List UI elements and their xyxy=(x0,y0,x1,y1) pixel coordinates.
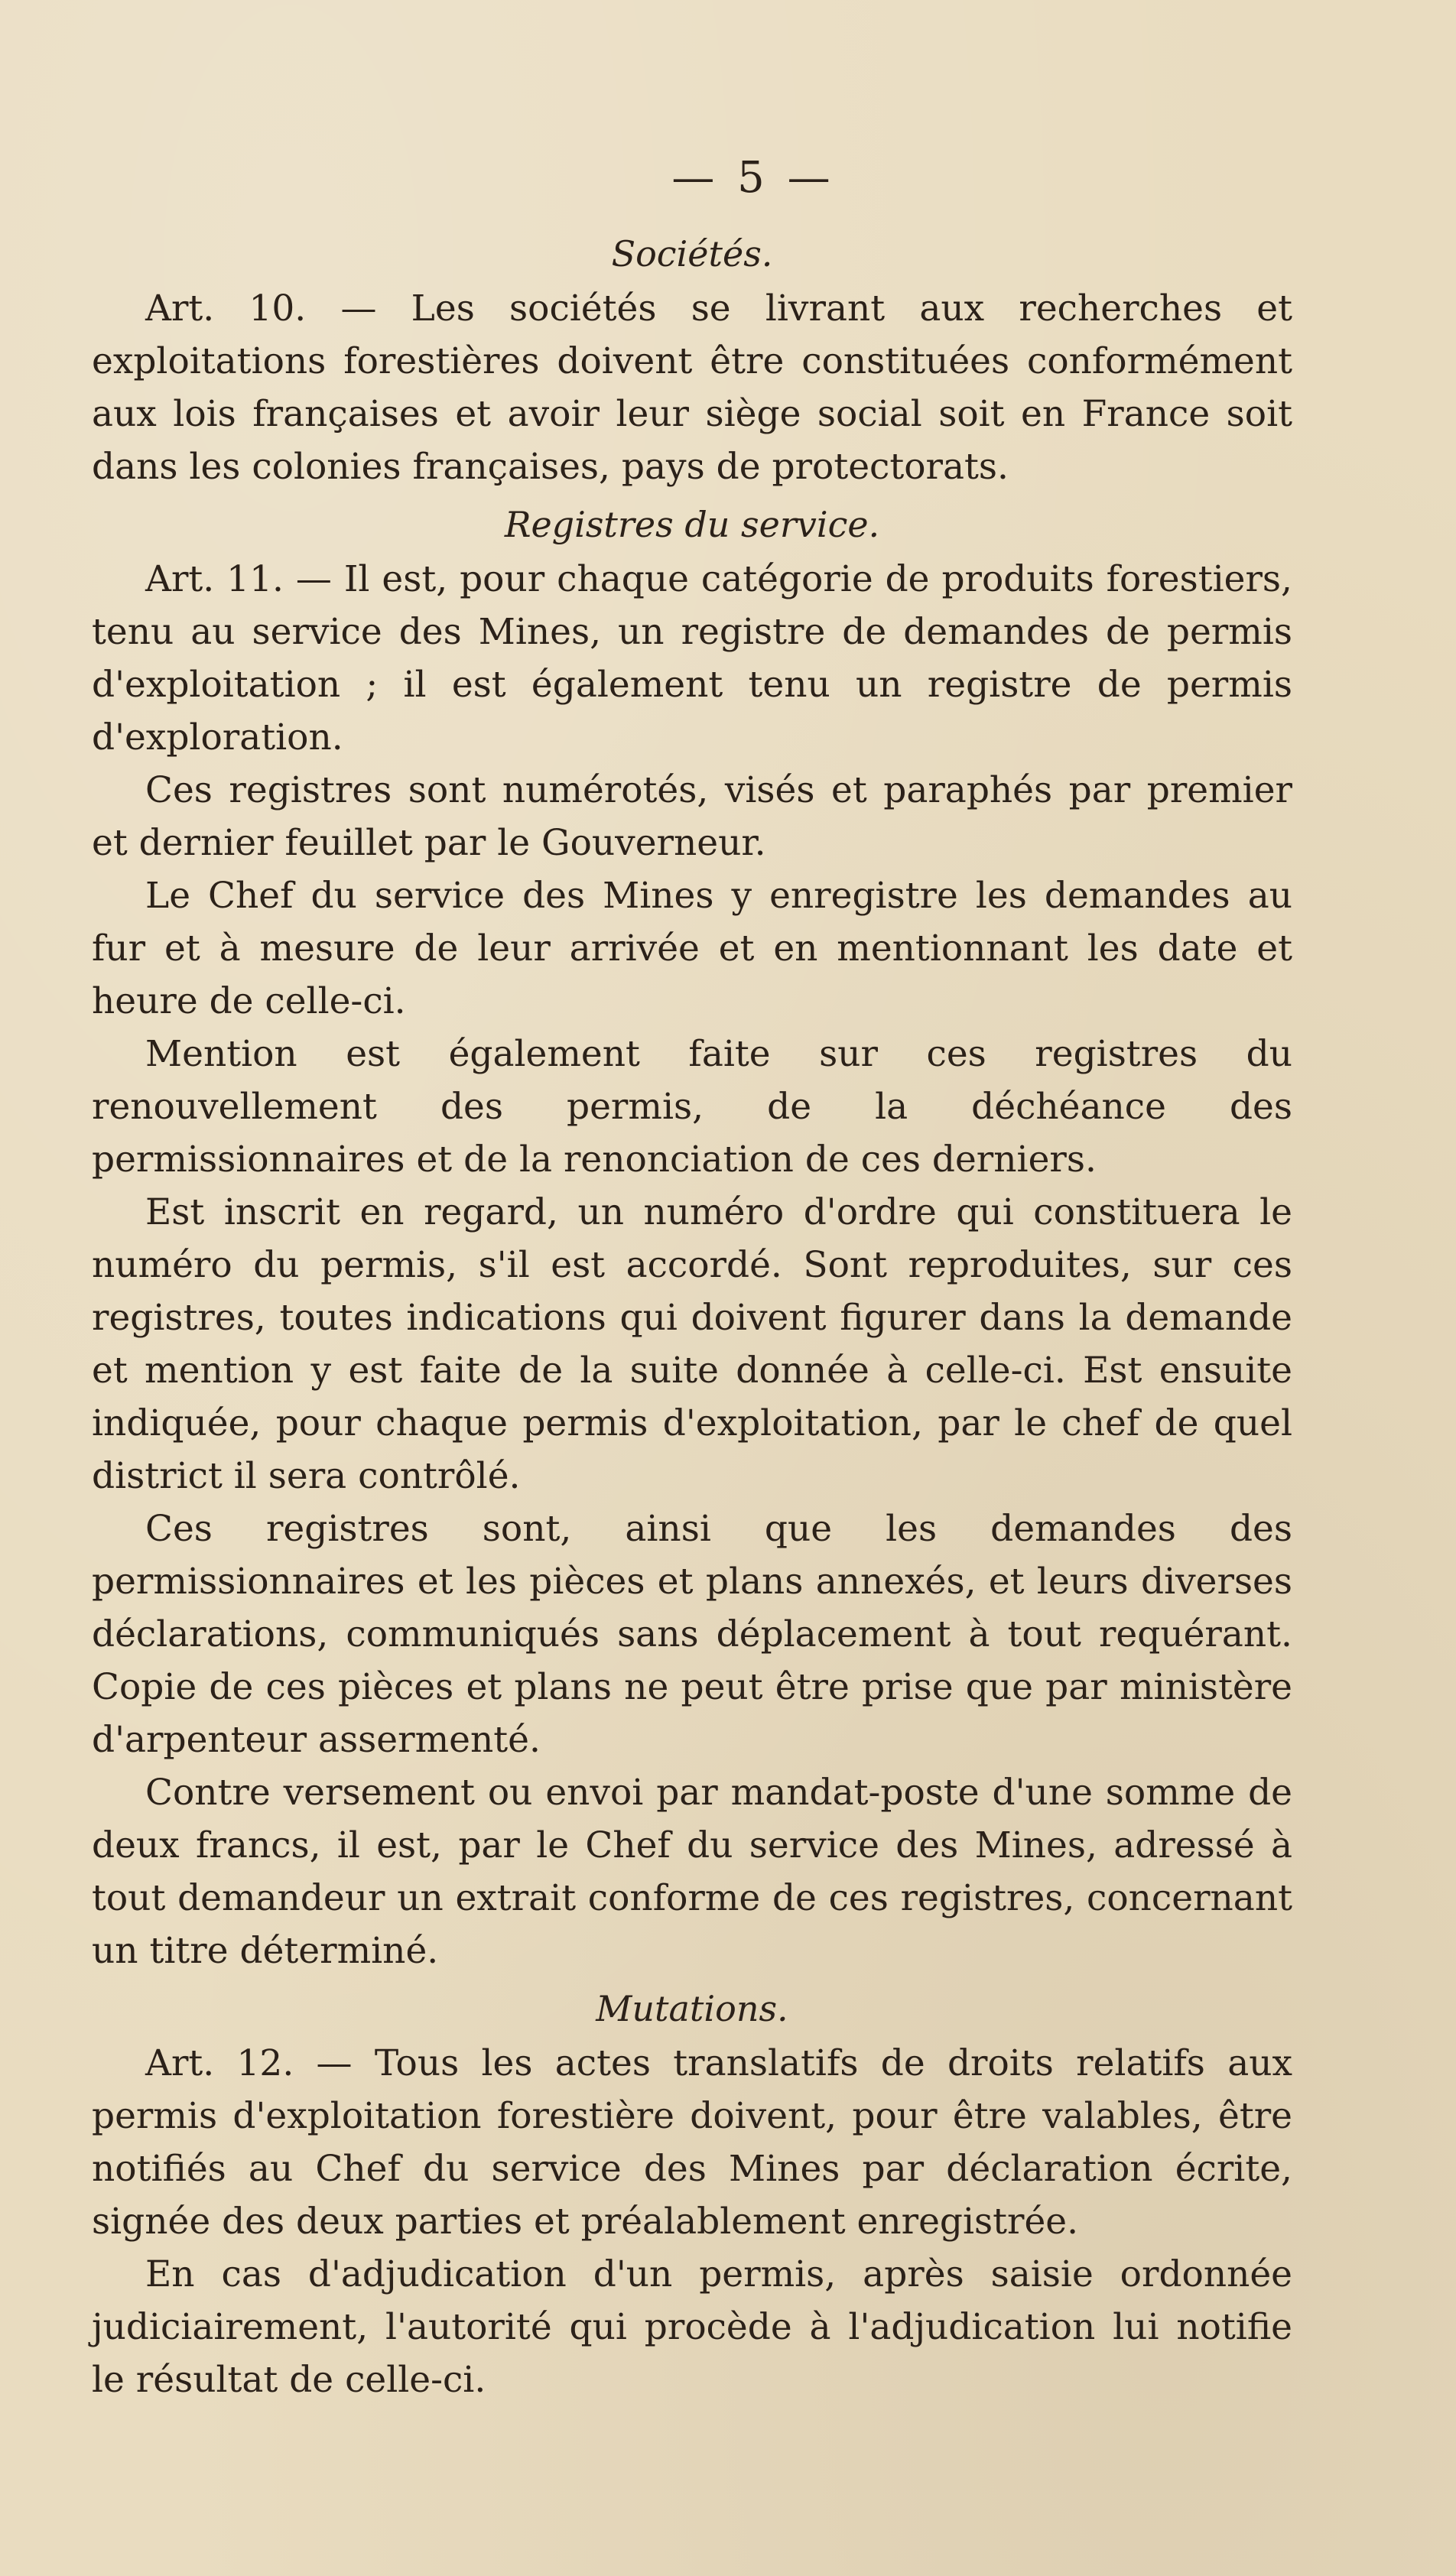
section-registres xyxy=(92,504,1292,1977)
paragraph: Ces registres sont numérotés, visés et paraphés par premier et dernier feuillet par le Gouverneur. xyxy=(92,769,1292,864)
section-mutations xyxy=(92,1988,1292,2406)
paragraph: Mention est également faite sur ces registres du renouvellement des permis, de la déchéance des permissionnaires et de la renonciation de ces derniers. xyxy=(92,1033,1292,1181)
page-content xyxy=(92,153,1292,2406)
paragraph: Art. 12. — Tous les actes translatifs de droits relatifs aux permis d'exploitation forestière doivent, pour être valables, être notifiés au Chef du service des Mines par déclaration écrite, signée des deux parties et préalablement enregistrée. xyxy=(92,2042,1292,2243)
section-heading: Mutations. xyxy=(596,1988,788,2029)
section-heading: Sociétés. xyxy=(611,233,773,274)
paragraph: Art. 11. — Il est, pour chaque catégorie de produits forestiers, tenu au service des Mines, un registre de demandes de permis d'exploitation ; il est également tenu un registre de permis d'exploration. xyxy=(92,558,1292,759)
paragraph: Est inscrit en regard, un numéro d'ordre qui constituera le numéro du permis, s'il est accordé. Sont reproduites, sur ces registres, toutes indications qui doivent figurer dans la demande et mention y est faite de la suite donnée à celle-ci. Est ensuite indiquée, pour chaque permis d'exploitation, par le chef de quel district il sera contrôlé. xyxy=(92,1191,1292,1497)
paragraph: En cas d'adjudication d'un permis, après saisie ordonnée judiciairement, l'autorité qui procède à l'adjudication lui notifie le résultat de celle-ci. xyxy=(92,2253,1292,2401)
page-number: — 5 — xyxy=(671,153,835,203)
paragraph: Ces registres sont, ainsi que les demandes des permissionnaires et les pièces et plans annexés, et leurs diverses déclarations, communiqués sans déplacement à tout requérant. Copie de ces pièces et plans ne peut être prise que par ministère d'arpenteur assermenté. xyxy=(92,1508,1292,1761)
paragraph: Le Chef du service des Mines y enregistre les demandes au fur et à mesure de leur arrivée et en mentionnant les date et heure de celle-ci. xyxy=(92,875,1292,1022)
paragraph: Art. 10. — Les sociétés se livrant aux recherches et exploitations forestières doivent être constituées conformément aux lois françaises et avoir leur siège social soit en France soit dans les colonies françaises, pays de protectorats. xyxy=(92,287,1292,488)
section-societes xyxy=(92,233,1292,493)
section-heading: Registres du service. xyxy=(504,504,880,545)
paragraph: Contre versement ou envoi par mandat-poste d'une somme de deux francs, il est, par le Chef du service des Mines, adressé à tout demandeur un extrait conforme de ces registres, concernant un titre déterminé. xyxy=(92,1772,1292,1972)
